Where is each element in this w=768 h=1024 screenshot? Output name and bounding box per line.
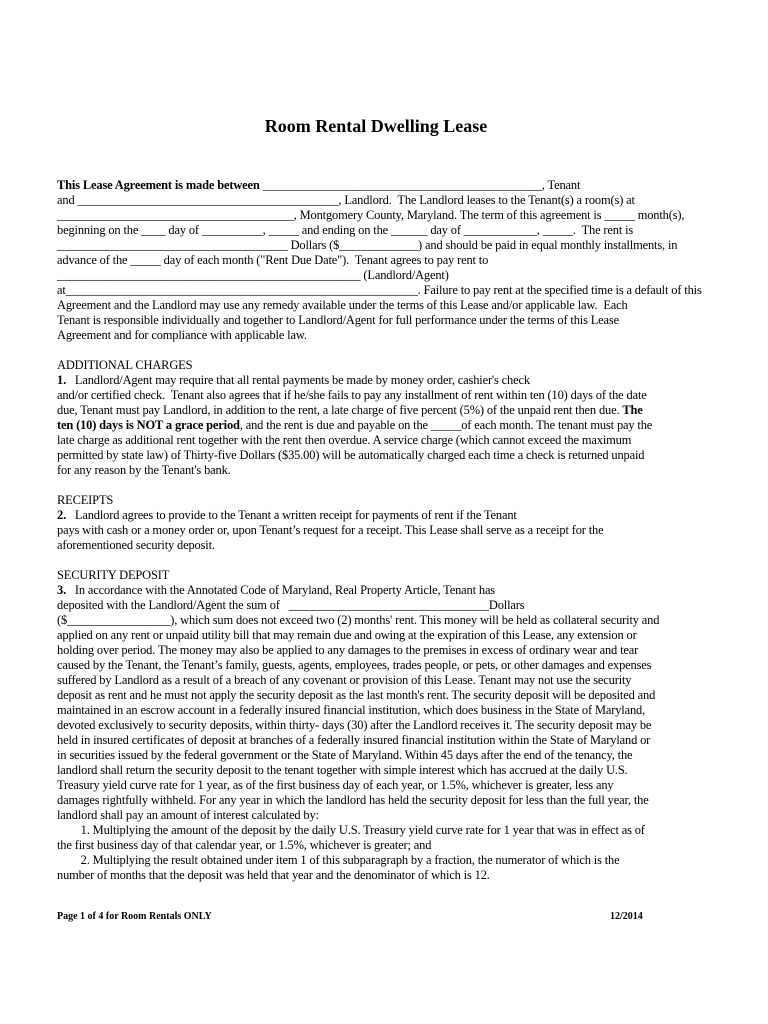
- section-number: 2.: [57, 508, 67, 522]
- section-text: due, Tenant must pay Landlord, in addition to the rent, a late charge of five percent (5%) of the unpaid rent then due.: [57, 403, 623, 417]
- footer-date: 12/2014: [610, 911, 643, 922]
- section-text: , and the rent is due and payable on the _____of each month. The tenant must pay the: [239, 418, 653, 432]
- section-line: [57, 508, 747, 523]
- section-number: 3.: [57, 583, 67, 597]
- section-line: pays with cash or a money order or, upon Tenant’s request for a receipt. This Lease shall serve as a receipt for the: [57, 523, 604, 537]
- section-line: devoted exclusively to security deposits, within thirty- days (30) after the Landlord receives it. The security deposit may be: [57, 718, 652, 732]
- document-title: Room Rental Dwelling Lease: [264, 116, 488, 136]
- section-line: in securities issued by the federal government or the State of Maryland. Within 45 days after the end of the tenancy, the: [57, 748, 633, 762]
- section-line: and/or certified check. Tenant also agrees that if he/she fails to pay any installment of rent within ten (10) days of the date: [57, 388, 647, 402]
- additional-charges-section: [57, 358, 747, 478]
- section-line: holding over period. The money may also be applied to any damages to the premises in excess of ordinary wear and tear: [57, 643, 639, 657]
- intro-line: Agreement and the Landlord may use any remedy available under the terms of this Lease and/or applicable law. Each: [57, 298, 628, 312]
- receipts-section: [57, 493, 747, 553]
- intro-paragraph: [57, 178, 747, 343]
- section-text: In accordance with the Annotated Code of Maryland, Real Property Article, Tenant has: [66, 583, 496, 597]
- section-line: 2. Multiplying the result obtained under item 1 of this subparagraph by a fraction, the numerator of which is the: [57, 853, 620, 867]
- intro-text: ______________________________________________, Tenant: [259, 178, 581, 192]
- section-line: the first business day of that calendar year, or 1.5%, whichever is greater; and: [57, 838, 432, 852]
- section-line: 1. Multiplying the amount of the deposit by the daily U.S. Treasury yield curve rate for 1 year that was in effect as of: [57, 823, 645, 837]
- section-line: landlord shall pay an amount of interest calculated by:: [57, 808, 319, 822]
- section-line: deposited with the Landlord/Agent the sum of _________________________________Dollars: [57, 598, 525, 612]
- section-line: permitted by state law) of Thirty-five Dollars ($35.00) will be automatically charged each time a check is returned unpaid: [57, 448, 645, 462]
- intro-line: __________________________________________________ (Landlord/Agent): [57, 268, 449, 282]
- section-line: [57, 583, 747, 598]
- emphasis-text: The: [622, 403, 643, 417]
- section-line: deposit as rent and he must not apply the security deposit as the last month's rent. The security deposit will be deposited and: [57, 688, 656, 702]
- section-line: [57, 373, 747, 388]
- intro-line: ______________________________________ Dollars ($_____________) and should be paid in equal monthly installments, in: [57, 238, 678, 252]
- security-deposit-section: [57, 568, 747, 883]
- section-line: late charge as additional rent together with the rent then overdue. A service charge (which cannot exceed the maximum: [57, 433, 632, 447]
- section-line: ($_________________), which sum does not exceed two (2) months' rent. This money will be held as collateral security and: [57, 613, 660, 627]
- section-line: for any reason by the Tenant's bank.: [57, 463, 231, 477]
- section-line: Treasury yield curve rate for 1 year, as of the first business day of each year, or 1.5%, whichever is greater, less any: [57, 778, 614, 792]
- section-line: held in insured certificates of deposit at branches of a federally insured financial institution within the State of Maryland or: [57, 733, 651, 747]
- intro-line: advance of the _____ day of each month ("Rent Due Date"). Tenant agrees to pay rent to: [57, 253, 489, 267]
- section-heading: SECURITY DEPOSIT: [57, 568, 170, 582]
- intro-lead: This Lease Agreement is made between: [57, 178, 260, 192]
- section-heading: RECEIPTS: [57, 493, 114, 507]
- footer-page-label: Page 1 of 4 for Room Rentals ONLY: [57, 911, 212, 922]
- paragraph-gap: [57, 553, 747, 568]
- paragraph-gap: [57, 343, 747, 358]
- section-text: Landlord agrees to provide to the Tenant a written receipt for payments of rent if the Tenant: [66, 508, 517, 522]
- intro-line: _______________________________________, Montgomery County, Maryland. The term of this agreement is _____ month(s),: [57, 208, 685, 222]
- emphasis-text: ten (10) days is NOT a grace period: [57, 418, 240, 432]
- section-line: aforementioned security deposit.: [57, 538, 215, 552]
- intro-line: Tenant is responsible individually and together to Landlord/Agent for full performance under the terms of this Lease: [57, 313, 619, 327]
- section-line: damages rightfully withheld. For any year in which the landlord has held the security deposit for less than the full year, the: [57, 793, 649, 807]
- intro-line: at__________________________________________________________. Failure to pay rent at the specified time is a default of this: [57, 283, 702, 297]
- section-line: [57, 418, 747, 433]
- paragraph-gap: [57, 478, 747, 493]
- section-line: applied on any rent or unpaid utility bill that may remain due and owing at the expiration of this Lease, any extension or: [57, 628, 637, 642]
- section-line: suffered by Landlord as a result of a breach of any covenant or provision of this Lease. Tenant may not use the security: [57, 673, 632, 687]
- section-line: [57, 403, 747, 418]
- section-number: 1.: [57, 373, 67, 387]
- section-line: caused by the Tenant, the Tenant’s family, guests, agents, employees, trades people, or pets, or other damages and expenses: [57, 658, 652, 672]
- section-line: number of months that the deposit was held that year and the denominator of which is 12.: [57, 868, 490, 882]
- section-heading: ADDITIONAL CHARGES: [57, 358, 193, 372]
- intro-line: and ___________________________________________, Landlord. The Landlord leases to the Tenant(s) a room(s) at: [57, 193, 635, 207]
- intro-line: Agreement and for compliance with applicable law.: [57, 328, 307, 342]
- section-line: maintained in an escrow account in a federally insured financial institution, which does business in the State of Maryland,: [57, 703, 646, 717]
- document-body: [57, 178, 747, 883]
- intro-line: beginning on the ____ day of __________, _____ and ending on the ______ day of ____________, _____. The rent is: [57, 223, 634, 237]
- section-line: landlord shall return the security deposit to the tenant together with simple interest which has accrued at the daily U.S.: [57, 763, 628, 777]
- intro-line: [57, 178, 747, 193]
- section-text: Landlord/Agent may require that all rental payments be made by money order, cashier's check: [66, 373, 530, 387]
